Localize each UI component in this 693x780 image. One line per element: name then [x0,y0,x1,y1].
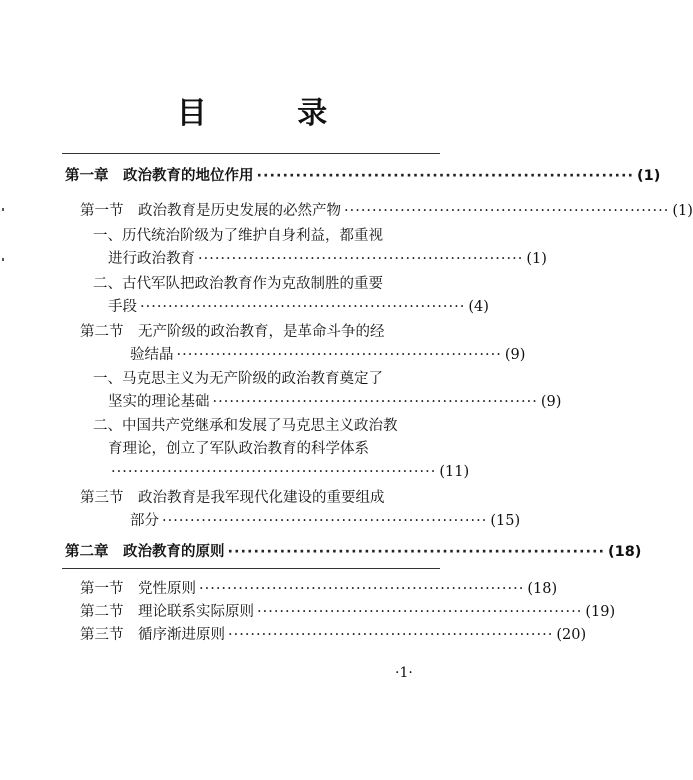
toc-entry-section-1-2-cont[interactable] [130,344,526,366]
toc-entry-label: 第三节 循序渐进原则 [80,627,225,643]
toc-entry-label: 部分 [130,513,159,529]
toc-entry-label: 第一节 党性原则 [80,581,196,597]
dot-leader: ·························································· [228,627,554,643]
page-number: ·1· [395,665,413,681]
toc-entry-chapter-2[interactable] [65,541,642,563]
toc-entry-subsection-1-1-b-cont[interactable] [108,296,489,318]
dot-leader: ·························································· [256,168,634,184]
toc-entry-section-1-1[interactable] [80,200,693,222]
toc-entry-page: (1) [526,251,547,267]
toc-entry-subsection-1-2-b-cont[interactable] [108,438,443,460]
toc-entry-label: 第二节 理论联系实际原则 [80,604,254,620]
toc-entry-page: (19) [585,604,616,620]
dot-leader: ·························································· [176,347,502,363]
dot-leader: ·························································· [344,203,670,219]
toc-entry-section-2-3[interactable] [80,624,587,646]
toc-entry-page: (4) [468,299,489,315]
dot-leader: ·························································· [162,513,488,529]
toc-entry-label: 育理论，创立了军队政治教育的科学体系 [108,441,369,457]
toc-entry-label: 一、历代统治阶级为了维护自身利益，都重视 [93,228,383,244]
dot-leader: ·························································· [140,299,466,315]
toc-entry-label: 进行政治教育 [108,251,195,267]
toc-entry-page: (20) [556,627,587,643]
dot-leader: ·························································· [111,464,437,480]
toc-entry-section-1-3[interactable] [80,487,443,509]
toc-entry-section-1-2[interactable] [80,321,443,343]
toc-entry-subsection-1-2-b-cont2[interactable] [108,461,470,483]
toc-entry-label: 二、中国共产党继承和发展了马克思主义政治教 [93,418,398,434]
scan-mark [2,258,4,261]
toc-entry-subsection-1-2-a[interactable] [93,368,443,390]
toc-entry-chapter-1[interactable] [65,165,661,187]
toc-entry-section-2-2[interactable] [80,601,616,623]
toc-entry-subsection-1-1-a-cont[interactable] [108,248,547,270]
dot-leader: ·························································· [212,394,538,410]
toc-entry-subsection-1-2-a-cont[interactable] [108,391,562,413]
toc-entry-label: 坚实的理论基础 [108,394,210,410]
toc-entry-subsection-1-2-b[interactable] [93,415,443,437]
toc-entry-page: (18) [607,544,642,560]
dot-leader: ·························································· [257,604,583,620]
dot-leader: ·························································· [227,544,605,560]
dot-leader: ·························································· [199,581,525,597]
toc-entry-page: (9) [504,347,526,363]
dot-leader: ·························································· [198,251,524,267]
toc-entry-label: 手段 [108,299,137,315]
toc-entry-page: (1) [672,203,693,219]
toc-entry-page: (15) [490,513,521,529]
toc-entry-label: 二、古代军队把政治教育作为克敌制胜的重要 [93,276,383,292]
toc-entry-section-2-1[interactable] [80,578,558,600]
page-title: 目 录 [176,96,368,131]
scan-mark [2,208,4,211]
separator-line [62,153,440,154]
toc-entry-label: 第二节 无产阶级的政治教育，是革命斗争的经 [80,324,385,340]
toc-entry-label: 第三节 政治教育是我军现代化建设的重要组成 [80,490,385,506]
toc-entry-page: (18) [527,581,558,597]
toc-entry-label: 第一章 政治教育的地位作用 [65,168,254,184]
toc-entry-label: 验结晶 [130,347,174,363]
toc-entry-page: (1) [636,168,661,184]
toc-entry-label: 第二章 政治教育的原则 [65,544,225,560]
toc-entry-subsection-1-1-b[interactable] [93,273,443,295]
toc-entry-section-1-3-cont[interactable] [130,510,521,532]
toc-entry-label: 第一节 政治教育是历史发展的必然产物 [80,203,341,219]
toc-entry-subsection-1-1-a[interactable] [93,225,443,247]
separator-line [62,568,440,569]
toc-entry-page: (9) [540,394,562,410]
toc-entry-page: (11) [439,464,470,480]
toc-entry-label: 一、马克思主义为无产阶级的政治教育奠定了 [93,371,383,387]
